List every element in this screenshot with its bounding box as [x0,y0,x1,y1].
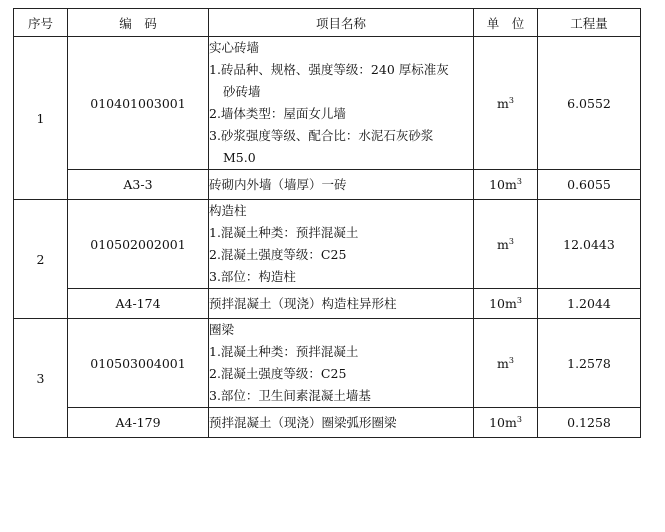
name-line: 实心砖墙 [209,40,260,55]
unit-exponent: 3 [508,95,514,105]
name-line: 圈梁 [209,322,235,337]
table-row-sub [14,289,641,319]
table-row-sub [14,170,641,200]
code-cell: A3-3 [68,170,209,200]
unit-cell [474,170,538,200]
unit-exponent: 3 [516,177,522,186]
name-line: 3.砂浆强度等级、配合比：水泥石灰砂浆 [209,128,434,143]
unit-exponent: 3 [508,355,514,365]
seq-cell: 1 [14,37,68,200]
unit-base: 10m [489,177,517,192]
header-unit: 单 位 [474,9,538,37]
name-line: 3.部位：构造柱 [209,269,296,284]
quantity-cell: 6.0552 [538,37,641,170]
unit-cell [474,37,538,170]
unit-base: 10m [489,415,517,430]
table-row-main [14,200,641,289]
seq-cell: 3 [14,319,68,438]
code-cell: 010502002001 [68,200,209,289]
quantity-cell: 1.2044 [538,289,641,319]
quantity-cell: 1.2578 [538,319,641,408]
item-name-cell: 砖砌内外墙（墙厚）一砖 [209,170,474,200]
code-cell: 010503004001 [68,319,209,408]
code-cell: A4-179 [68,408,209,438]
table-row-main [14,37,641,170]
header-item-name: 项目名称 [209,9,474,37]
name-line: 1.砖品种、规格、强度等级：240 厚标准灰 [209,62,449,77]
unit-base: 10m [489,296,517,311]
name-line-continued: M5.0 [223,150,256,165]
name-line: 构造柱 [209,203,247,218]
table-row-main [14,319,641,408]
name-line: 1.混凝土种类：预拌混凝土 [209,225,359,240]
unit-base: m [497,236,509,252]
item-name-cell [209,319,474,408]
name-line: 3.部位：卫生间素混凝土墙基 [209,388,371,403]
code-cell: A4-174 [68,289,209,319]
table-row-sub [14,408,641,438]
seq-cell: 2 [14,200,68,319]
unit-base: m [497,355,509,371]
item-name-cell [209,200,474,289]
table-header-row [14,9,641,37]
unit-cell [474,408,538,438]
header-code: 编 码 [68,9,209,37]
unit-exponent: 3 [508,236,514,246]
quantity-cell: 0.6055 [538,170,641,200]
name-line: 2.墙体类型：屋面女儿墙 [209,106,346,121]
name-line-continued: 砂砖墙 [223,84,261,99]
header-quantity: 工程量 [538,9,641,37]
item-name-cell: 预拌混凝土（现浇）圈梁弧形圈梁 [209,408,474,438]
unit-cell [474,319,538,408]
quantity-cell: 0.1258 [538,408,641,438]
unit-base: m [497,95,509,111]
unit-cell [474,200,538,289]
quantity-cell: 12.0443 [538,200,641,289]
header-seq: 序号 [14,9,68,37]
name-line: 2.混凝土强度等级：C25 [209,247,347,262]
unit-cell [474,289,538,319]
quantity-bill-table [13,8,641,438]
unit-exponent: 3 [516,415,522,424]
name-line: 1.混凝土种类：预拌混凝土 [209,344,359,359]
item-name-cell [209,37,474,170]
item-name-cell: 预拌混凝土（现浇）构造柱异形柱 [209,289,474,319]
unit-exponent: 3 [516,296,522,305]
code-cell: 010401003001 [68,37,209,170]
name-line: 2.混凝土强度等级：C25 [209,366,347,381]
